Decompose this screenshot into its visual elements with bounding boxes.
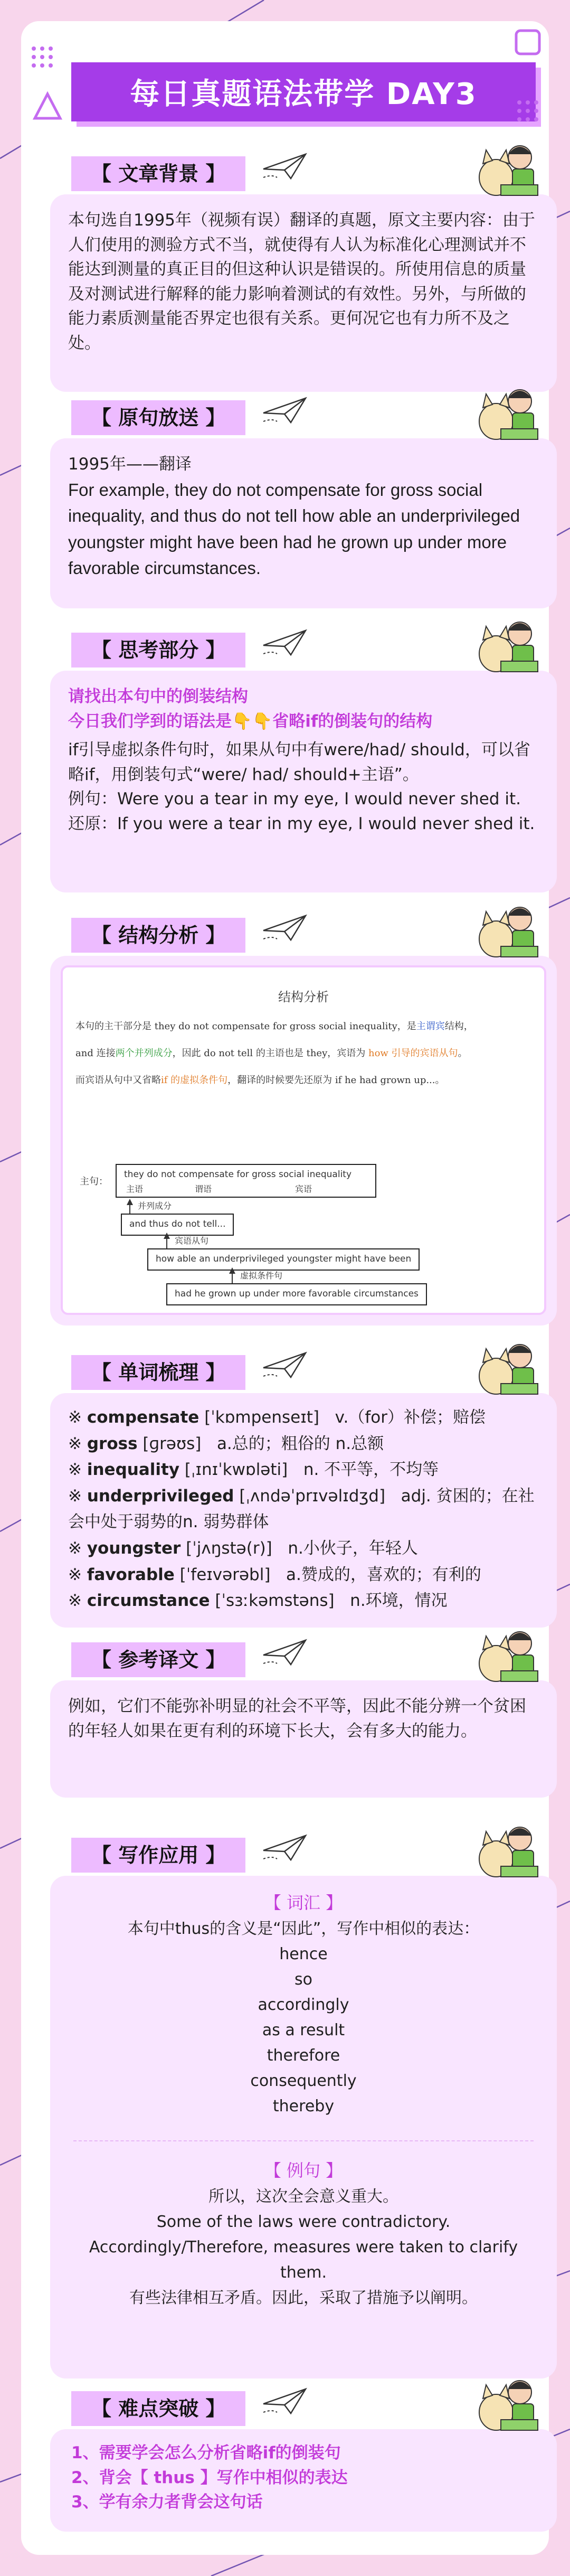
paper-plane-icon [261, 151, 309, 183]
background-text: 本句选自1995年（视频有误）翻译的真题，原文主要内容：由于人们使用的测验方式不当，就使得有人认为标准化心理测试并不能达到测量的真正目的但这种认识是错误的。所使用信息的质量及对测试进行解释的能力影响着测试的有效性。另外，与所做的能力素质测量能否界定也很有关系。更何况它也有力所不及之处。 [68, 211, 535, 353]
difficulty-item: 3、学有余力者背会这句话 [71, 2493, 263, 2512]
cat-reading-mascot-icon [467, 2371, 546, 2434]
paper-plane-icon [261, 627, 309, 659]
section-label: 【 原句放送 】 [71, 400, 245, 435]
section-structure [50, 908, 557, 1325]
cat-reading-mascot-icon [467, 136, 546, 200]
thinking-card [50, 671, 557, 892]
cat-reading-mascot-icon [467, 1818, 546, 1881]
content-page [21, 21, 549, 2555]
diagram-arrow-label-2: 宾语从句 [175, 1236, 209, 1246]
thinking-question-2: 今日我们学到的语法是👇👇省略if的倒装句的结构 [68, 711, 433, 731]
decor-triangle-icon [32, 90, 63, 121]
vocabulary-card [50, 1393, 557, 1628]
section-vocabulary [50, 1346, 557, 1628]
diagram-arrow-label-1: 并列成分 [138, 1201, 172, 1211]
diagram-box-coordinate: and thus do not tell... [121, 1214, 234, 1236]
cat-reading-mascot-icon [467, 613, 546, 676]
original-sentence: For example, they do not compensate for gross social inequality, and thus do not tell how able an underprivileged youngster might have been had he grown up under more favorable circumstances. [68, 480, 520, 578]
paper-plane-icon [261, 913, 309, 944]
difficulty-card [50, 2429, 557, 2532]
writing-vocab-title: 【 词汇 】 [264, 1893, 343, 1913]
decor-dots-icon [517, 100, 538, 121]
diagram-main-label: 主句： [80, 1176, 108, 1187]
diagram-role-subject: 主语 [126, 1184, 144, 1194]
thinking-rule: if引导虚拟条件句时，如果从句中有were/had/ should，可以省略if，用倒装句式“were/ had/ should+主语”。 [68, 740, 530, 784]
vocab-item: ※ underprivileged [ˌʌndəˈprɪvəlɪdʒd] adj. 贫困的；在社会中处于弱势的n. 弱势群体 [68, 1486, 535, 1532]
writing-example-title: 【 例句 】 [264, 2160, 343, 2181]
writing-example-1: 所以，这次全会意义重大。 [208, 2187, 398, 2206]
vocab-item: ※ inequality [ˌɪnɪˈkwɒləti] n. 不平等，不均等 [68, 1460, 439, 1480]
writing-vocab-intro: 本句中thus的含义是“因此”，写作中相似的表达： [127, 1920, 480, 1939]
writing-word: consequently [250, 2072, 357, 2091]
diagram-line-2: and 连接两个并列成分，因此 do not tell 的主语也是 they，宾语为 how 引导的宾语从句。 [75, 1048, 468, 1059]
writing-example-2: Some of the laws were contradictory. Accordingly/Therefore, measures were taken to clarify them. [89, 2213, 518, 2282]
thinking-restore: 还原：If you were a tear in my eye, I would never shed it. [68, 814, 535, 833]
writing-word: accordingly [258, 1996, 349, 2015]
cat-reading-mascot-icon [467, 380, 546, 444]
cat-reading-mascot-icon [467, 898, 546, 961]
section-writing [50, 1828, 557, 2378]
diagram-box-main: they do not compensate for gross social inequality [116, 1164, 376, 1198]
decor-square-icon [512, 26, 544, 58]
vocab-item: ※ gross [ɡrəʊs] a.总的；粗俗的 n.总额 [68, 1434, 384, 1453]
diagram-box-conditional: had he grown up under more favorable circumstances [166, 1283, 427, 1305]
section-thinking [50, 623, 557, 892]
paper-plane-icon [261, 1637, 309, 1669]
writing-card [50, 1876, 557, 2378]
cat-reading-mascot-icon [467, 1335, 546, 1398]
writing-word: as a result [262, 2021, 345, 2040]
vocab-item: ※ favorable [ˈfeɪvərəbl] a.赞成的，喜欢的；有利的 [68, 1565, 481, 1584]
structure-card [50, 956, 557, 1325]
page-title: 每日真题语法带学 DAY3 [71, 62, 536, 121]
section-background [50, 147, 557, 392]
writing-word: so [294, 1970, 312, 1989]
section-label: 【 写作应用 】 [71, 1838, 245, 1873]
paper-plane-icon [261, 2386, 309, 2418]
section-label: 【 思考部分 】 [71, 633, 245, 667]
translation-card [50, 1680, 557, 1798]
writing-word: hence [279, 1945, 328, 1964]
paper-plane-icon [261, 1832, 309, 1864]
thinking-example: 例句：Were you a tear in my eye, I would never shed it. [68, 789, 521, 808]
writing-word: therefore [267, 2046, 340, 2065]
section-label: 【 结构分析 】 [71, 918, 245, 953]
section-difficulty [50, 2382, 557, 2532]
vocab-item: ※ circumstance [ˈsɜːkəmstəns] n.环境，情况 [68, 1591, 448, 1611]
page-title-banner [71, 62, 541, 127]
writing-word: thereby [272, 2097, 335, 2116]
difficulty-item: 2、背会【 thus 】写作中相似的表达 [71, 2468, 348, 2487]
background-card [50, 194, 557, 392]
section-translation [50, 1633, 557, 1798]
decor-dots-icon [32, 46, 53, 68]
section-label: 【 难点突破 】 [71, 2391, 245, 2426]
section-original [50, 391, 557, 608]
arrow-up-icon [127, 1199, 133, 1205]
original-card [50, 438, 557, 608]
thinking-question-1: 请找出本句中的倒装结构 [68, 687, 248, 706]
section-label: 【 参考译文 】 [71, 1642, 245, 1677]
diagram-role-predicate: 谓语 [195, 1184, 212, 1194]
paper-plane-icon [261, 395, 309, 427]
vocab-item: ※ compensate [ˈkɒmpenseɪt] v.（for）补偿；赔偿 [68, 1408, 486, 1427]
diagram-title: 结构分析 [278, 990, 329, 1004]
section-label: 【 单词梳理 】 [71, 1355, 245, 1390]
structure-diagram [61, 965, 546, 1315]
cat-reading-mascot-icon [467, 1622, 546, 1686]
arrow-up-icon [229, 1267, 235, 1274]
diagram-line-1: 本句的主干部分是 they do not compensate for gross social inequality，是主谓宾结构， [75, 1021, 473, 1032]
paper-plane-icon [261, 1350, 309, 1381]
diagram-box-object-clause: how able an underprivileged youngster might have been [147, 1248, 420, 1271]
original-year: 1995年——翻译 [68, 455, 192, 474]
writing-example-3: 有些法律相互矛盾。因此，采取了措施予以阐明。 [129, 2289, 478, 2308]
difficulty-item: 1、需要学会怎么分析省略if的倒装句 [71, 2443, 341, 2462]
translation-text: 例如，它们不能弥补明显的社会不平等，因此不能分辨一个贫困的年轻人如果在更有利的环境下长大，会有多大的能力。 [68, 1697, 526, 1741]
vocab-item: ※ youngster [ˈjʌŋstə(r)] n.小伙子，年轻人 [68, 1538, 418, 1558]
writing-divider [73, 2140, 534, 2141]
section-label: 【 文章背景 】 [71, 156, 245, 191]
diagram-role-object: 宾语 [295, 1184, 312, 1194]
arrow-up-icon [164, 1233, 170, 1239]
diagram-line-3: 而宾语从句中又省略if 的虚拟条件句，翻译的时候要先还原为 if he had grown up...。 [75, 1075, 445, 1086]
diagram-arrow-label-3: 虚拟条件句 [240, 1271, 283, 1281]
